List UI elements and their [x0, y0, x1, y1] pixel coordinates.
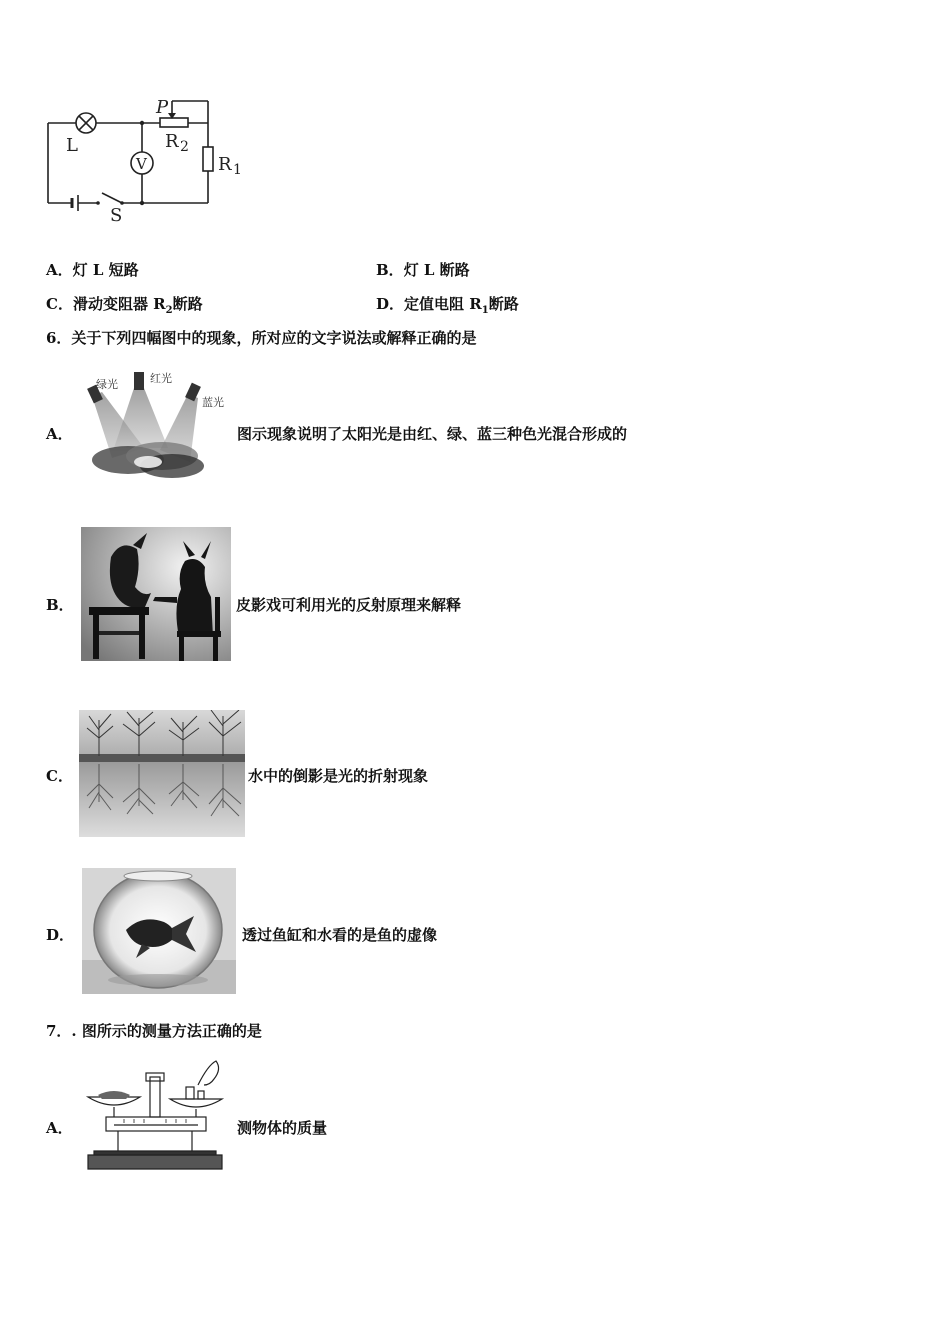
color-light-mixing-image: [78, 366, 234, 480]
q7-stem: 7．. 图所示的测量方法正确的是: [46, 1022, 262, 1040]
switch-label: S: [110, 205, 123, 226]
option-text: 滑动变阻器 R: [72, 295, 166, 313]
q6-option-a-text: 图示现象说明了太阳光是由红、绿、蓝三种色光混合形成的: [237, 425, 628, 443]
q5-option-a: [46, 260, 139, 280]
q6-stem: 6．关于下列四幅图中的现象，所对应的文字说法或解释正确的是: [46, 329, 477, 347]
option-text: 灯 L 短路: [72, 261, 139, 279]
option-letter: B．: [376, 261, 404, 279]
option-letter: A．: [46, 261, 73, 279]
q5-option-c: [46, 294, 203, 321]
option-letter: D．: [376, 295, 405, 313]
resistor-label: R: [218, 154, 232, 175]
blue-light-label: 蓝光: [202, 396, 224, 409]
lamp-label: L: [66, 135, 78, 156]
water-reflection-image: [79, 710, 245, 837]
q6-option-c-text: 水中的倒影是光的折射现象: [248, 767, 429, 785]
q6-option-d-text: 透过鱼缸和水看的是鱼的虚像: [242, 926, 438, 944]
option-text: 灯 L 断路: [403, 261, 470, 279]
q6-option-a-letter: A．: [46, 425, 73, 443]
shadow-puppet-image: [81, 527, 231, 661]
resistor-subscript: 1: [233, 162, 242, 178]
q6-option-c-letter: C．: [46, 767, 73, 785]
fishbowl-image: [82, 868, 236, 994]
slider-label: P: [156, 97, 169, 118]
q7-option-a-letter: A．: [46, 1119, 73, 1137]
voltmeter-label: V: [136, 155, 147, 173]
q6-option-b-letter: B．: [46, 596, 74, 614]
q7-option-a-text: 测物体的质量: [237, 1119, 328, 1137]
option-letter: C．: [46, 295, 73, 313]
option-text: 定值电阻 R: [404, 295, 482, 313]
balance-scale-image: [84, 1055, 226, 1173]
q5-option-b: [376, 260, 470, 280]
circuit-diagram: [40, 95, 260, 230]
option-text-post: 断路: [488, 295, 519, 313]
green-light-label: 绿光: [96, 378, 118, 391]
q5-option-d: [376, 294, 519, 321]
red-light-label: 红光: [150, 372, 172, 385]
rheostat-label: R: [165, 131, 179, 152]
option-subscript: 1: [481, 305, 489, 316]
option-text-post: 断路: [172, 295, 203, 313]
rheostat-subscript: 2: [180, 139, 189, 155]
option-subscript: 2: [165, 305, 173, 316]
q6-option-b-text: 皮影戏可利用光的反射原理来解释: [236, 596, 462, 614]
q6-option-d-letter: D．: [46, 926, 75, 944]
